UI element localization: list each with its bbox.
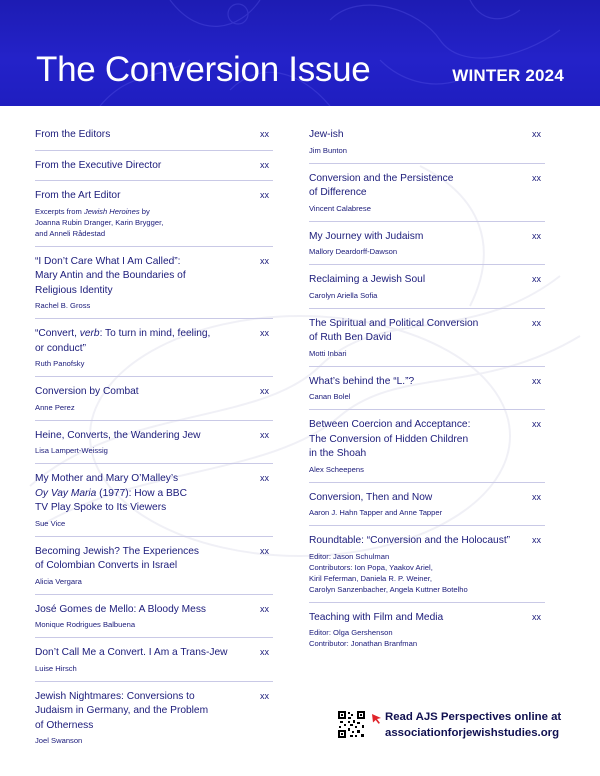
toc-entry[interactable] bbox=[309, 534, 545, 603]
entry-page: xx bbox=[532, 317, 541, 328]
entry-page: xx bbox=[260, 255, 269, 266]
entry-author: Ruth Panofsky bbox=[35, 359, 85, 368]
entry-title: Roundtable: “Conversion and the Holocaust” bbox=[309, 535, 511, 546]
toc-entry[interactable] bbox=[309, 375, 545, 411]
entry-page: xx bbox=[260, 159, 269, 170]
entry-author: Contributors: Ion Popa, Yaakov Ariel, bbox=[309, 562, 433, 572]
toc-entry[interactable] bbox=[309, 273, 545, 309]
entry-page: xx bbox=[532, 491, 541, 502]
entry-page: xx bbox=[260, 328, 269, 338]
entry-title: Don’t Call Me a Convert. I Am a Trans-Jew bbox=[35, 647, 228, 658]
entry-title: or conduct” bbox=[35, 342, 86, 354]
entry-title: Conversion by Combat bbox=[35, 386, 139, 397]
promo-text: Read AJS Perspectives online at bbox=[385, 711, 562, 723]
entry-title: The Conversion of Hidden Children bbox=[309, 433, 469, 445]
header-banner bbox=[0, 0, 600, 106]
entry-author: Aaron J. Hahn Tapper and Anne Tapper bbox=[309, 508, 443, 517]
entry-title: Jewish Nightmares: Conversions to bbox=[35, 690, 195, 702]
entry-author: Editor: Olga Gershenson bbox=[309, 628, 393, 637]
promo-block[interactable] bbox=[338, 711, 578, 753]
entry-author: Sue Vice bbox=[35, 518, 66, 528]
toc-entry[interactable] bbox=[35, 159, 273, 182]
toc-entry[interactable] bbox=[35, 545, 273, 595]
entry-author: and Anneli Rådestad bbox=[35, 228, 106, 238]
entry-page: xx bbox=[532, 419, 541, 429]
entry-title: Conversion and the Persistence bbox=[309, 172, 454, 184]
entry-title: TV Play Spoke to Its Viewers bbox=[35, 502, 167, 513]
entry-author: Editor: Jason Schulman bbox=[309, 551, 390, 561]
entry-author: Luise Hirsch bbox=[35, 663, 77, 673]
toc-entry[interactable] bbox=[309, 491, 545, 527]
entry-title: in the Shoah bbox=[309, 448, 367, 459]
entry-page: xx bbox=[260, 603, 269, 614]
entry-title: What’s behind the “L.”? bbox=[309, 375, 415, 387]
entry-title: Conversion, Then and Now bbox=[309, 491, 433, 503]
title-italic: verb bbox=[79, 328, 100, 339]
entry-title: From the Art Editor bbox=[35, 190, 121, 201]
entry-title: Mary Antin and the Boundaries of bbox=[35, 270, 186, 281]
entry-page: xx bbox=[260, 386, 269, 396]
entry-title: Between Coercion and Acceptance: bbox=[309, 419, 471, 430]
toc-entry[interactable] bbox=[35, 690, 273, 754]
issue-title: The Conversion Issue bbox=[36, 50, 371, 89]
entry-title: From the Editors bbox=[35, 129, 111, 140]
author-text: by bbox=[139, 206, 150, 216]
author-italic-title: Jewish Heroines bbox=[83, 206, 140, 216]
entry-page: xx bbox=[260, 429, 269, 440]
entry-author: Canan Bolel bbox=[309, 392, 351, 401]
entry-page: xx bbox=[260, 129, 269, 139]
entry-title: From the Executive Director bbox=[35, 159, 162, 171]
toc-entry[interactable] bbox=[35, 189, 273, 247]
entry-author: Joanna Rubin Dranger, Karin Brygger, bbox=[35, 217, 164, 227]
toc-entry[interactable] bbox=[309, 418, 545, 483]
cursor-arrow-icon bbox=[371, 713, 382, 724]
promo-url-link[interactable]: associationforjewishstudies.org bbox=[385, 727, 560, 739]
entry-author: Carolyn Sanzenbacher, Angela Kuttner Botelho bbox=[309, 584, 468, 594]
toc-entry[interactable] bbox=[35, 472, 273, 537]
entry-title: Becoming Jewish? The Experiences bbox=[35, 545, 200, 557]
entry-title bbox=[35, 327, 243, 342]
entry-author: Jim Bunton bbox=[309, 145, 347, 155]
entry-title: of Ruth Ben David bbox=[309, 332, 392, 343]
toc-entry[interactable] bbox=[35, 646, 273, 682]
entry-title: of Otherness bbox=[35, 719, 94, 731]
toc-entry[interactable] bbox=[309, 317, 545, 367]
title-italic: Oy Vay Maria bbox=[35, 487, 97, 499]
entry-author bbox=[35, 206, 243, 217]
entry-page: xx bbox=[532, 230, 541, 241]
entry-page: xx bbox=[260, 190, 269, 200]
entry-author: Contributor: Jonathan Branfman bbox=[309, 639, 418, 648]
toc-entry[interactable] bbox=[35, 128, 273, 151]
entry-author: Vincent Calabrese bbox=[309, 203, 371, 213]
toc-entry[interactable] bbox=[309, 230, 545, 266]
entry-title: Teaching with Film and Media bbox=[309, 611, 444, 623]
entry-author: Anne Perez bbox=[35, 402, 75, 412]
entry-title: The Spiritual and Political Conversion bbox=[309, 317, 479, 329]
author-text: Excerpts from bbox=[35, 206, 84, 216]
title-text: “Convert, bbox=[35, 328, 80, 339]
toc-left-column bbox=[35, 128, 273, 761]
entry-page: xx bbox=[532, 172, 541, 183]
toc-right-column bbox=[309, 128, 545, 664]
entry-author: Lisa Lampert-Weissig bbox=[35, 446, 108, 455]
entry-title: Heine, Converts, the Wandering Jew bbox=[35, 429, 201, 441]
entry-page: xx bbox=[260, 545, 269, 556]
issue-season: WINTER 2024 bbox=[452, 66, 564, 85]
qr-code-icon[interactable] bbox=[338, 711, 365, 738]
entry-title: Judaism in Germany, and the Problem bbox=[35, 705, 209, 716]
entry-title: My Journey with Judaism bbox=[309, 230, 424, 242]
entry-page: xx bbox=[260, 647, 269, 657]
entry-title: José Gomes de Mello: A Bloody Mess bbox=[35, 603, 207, 615]
toc-entry[interactable] bbox=[35, 385, 273, 421]
entry-page: xx bbox=[532, 611, 541, 622]
toc-entry[interactable] bbox=[35, 429, 273, 465]
toc-entry[interactable] bbox=[35, 603, 273, 639]
entry-page: xx bbox=[260, 473, 269, 483]
entry-title: Reclaiming a Jewish Soul bbox=[309, 274, 426, 285]
toc-entry[interactable] bbox=[35, 327, 273, 377]
entry-author: Alicia Vergara bbox=[35, 576, 82, 586]
entry-author: Joel Swanson bbox=[35, 736, 83, 745]
title-text: : To turn in mind, feeling, bbox=[99, 328, 211, 339]
entry-author: Monique Rodrigues Balbuena bbox=[35, 620, 136, 629]
entry-page: xx bbox=[532, 274, 541, 284]
entry-page: xx bbox=[532, 535, 541, 545]
entry-title: My Mother and Mary O’Malley’s bbox=[35, 473, 179, 484]
title-text: (1977): How a BBC bbox=[96, 487, 187, 499]
entry-author: Alex Scheepens bbox=[309, 464, 364, 474]
toc-entry[interactable] bbox=[309, 611, 545, 657]
entry-author: Kiril Feferman, Daniela R. P. Weiner, bbox=[309, 573, 432, 583]
entry-title: Jew-ish bbox=[309, 129, 344, 140]
entry-page: xx bbox=[260, 690, 269, 701]
entry-author: Carolyn Ariella Sofia bbox=[309, 290, 378, 300]
entry-title bbox=[35, 487, 243, 502]
toc-entry[interactable] bbox=[35, 255, 273, 320]
entry-title: “I Don’t Care What I Am Called”: bbox=[35, 255, 181, 267]
entry-title: of Colombian Converts in Israel bbox=[35, 560, 178, 571]
entry-title: of Difference bbox=[309, 187, 367, 198]
entry-page: xx bbox=[532, 129, 541, 139]
entry-author: Mallory Deardorff-Dawson bbox=[309, 247, 398, 256]
entry-page: xx bbox=[532, 375, 541, 386]
entry-title: Religious Identity bbox=[35, 284, 113, 296]
toc-entry[interactable] bbox=[309, 128, 545, 164]
entry-author: Motti Inbari bbox=[309, 348, 347, 358]
entry-author: Rachel B. Gross bbox=[35, 301, 91, 310]
toc-entry[interactable] bbox=[309, 172, 545, 222]
